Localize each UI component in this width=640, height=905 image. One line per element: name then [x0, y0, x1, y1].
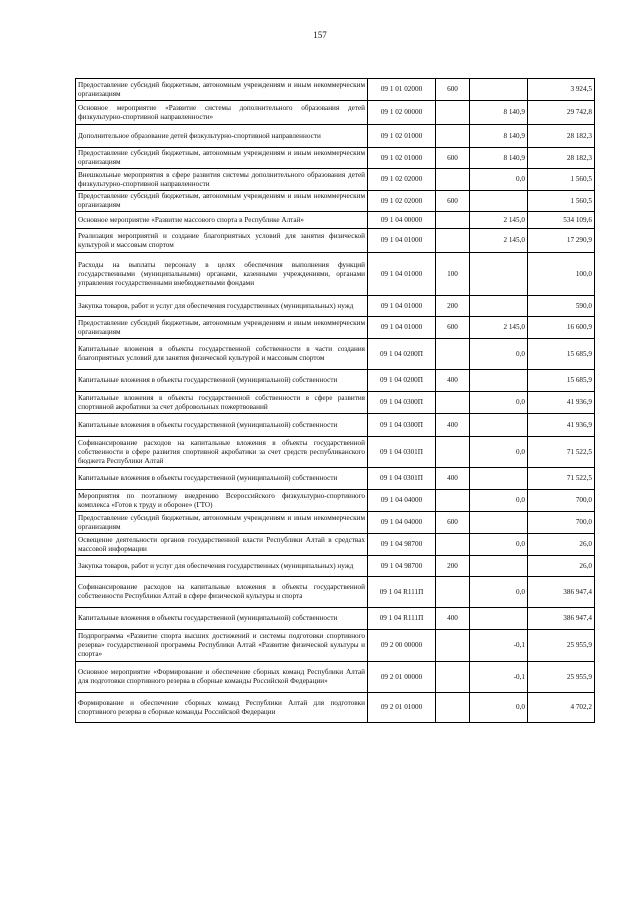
row-expense-type: [436, 630, 470, 662]
row-amount-total: 71 522,5: [528, 437, 595, 468]
table-row: [76, 101, 595, 125]
row-code: 09 1 04 00000: [368, 212, 436, 229]
row-expense-type: 400: [436, 468, 470, 490]
row-code: 09 2 00 00000: [368, 630, 436, 662]
row-amount-change: 8 140,9: [470, 101, 528, 125]
row-amount-change: -0,1: [470, 662, 528, 693]
row-amount-total: 386 947,4: [528, 608, 595, 630]
table-row: [76, 191, 595, 212]
row-amount-change: 8 140,9: [470, 148, 528, 169]
row-expense-type: [436, 125, 470, 148]
row-name: Основное мероприятие «Формирование и обеспечение сборных команд Республики Алтай для подготовки спортивного резерва в сборные команды Российской Федерации»: [76, 662, 368, 693]
row-expense-type: [436, 101, 470, 125]
row-code: 09 1 04 01000: [368, 296, 436, 317]
row-name: Реализация мероприятий и создание благоприятных условий для занятия физической культурой и массовым спортом: [76, 229, 368, 253]
row-code: 09 1 04 0300П: [368, 392, 436, 414]
row-code: 09 1 04 98700: [368, 534, 436, 556]
budget-table: [75, 78, 595, 723]
row-amount-change: [470, 296, 528, 317]
row-name: Предоставление субсидий бюджетным, автономным учреждениям и иным некоммерческим организациям: [76, 317, 368, 339]
row-name: Дополнительное образование детей физкультурно-спортивной направленности: [76, 125, 368, 148]
row-expense-type: [436, 212, 470, 229]
row-name: Мероприятия по поэтапному внедрению Всероссийского физкультурно-спортивного комплекса «Готов к труду и обороне» (ГТО): [76, 490, 368, 512]
row-amount-total: 100,0: [528, 253, 595, 296]
row-amount-change: [470, 79, 528, 101]
row-amount-change: 0,0: [470, 339, 528, 370]
row-code: 09 1 04 R111П: [368, 577, 436, 608]
row-expense-type: 100: [436, 253, 470, 296]
row-amount-change: [470, 556, 528, 577]
table-body: [76, 79, 595, 723]
row-amount-total: 71 522,5: [528, 468, 595, 490]
row-expense-type: [436, 534, 470, 556]
row-amount-change: [470, 608, 528, 630]
row-amount-total: 17 290,9: [528, 229, 595, 253]
row-amount-change: [470, 253, 528, 296]
table-row: [76, 79, 595, 101]
row-amount-total: 1 560,5: [528, 191, 595, 212]
row-expense-type: 400: [436, 608, 470, 630]
row-amount-change: 0,0: [470, 534, 528, 556]
row-amount-change: [470, 191, 528, 212]
row-name: Расходы на выплаты персоналу в целях обеспечения выполнения функций государственными (муниципальными) органами, казенными учреждениями, органами управления государственными внебюджетными фондами: [76, 253, 368, 296]
table-row: [76, 296, 595, 317]
row-amount-total: 700,0: [528, 512, 595, 534]
row-name: Капитальные вложения в объекты государственной собственности в части создания благоприятных условий для занятия физической культурой и массовым спортом: [76, 339, 368, 370]
row-code: 09 1 04 0301П: [368, 437, 436, 468]
table-row: [76, 392, 595, 414]
row-expense-type: [436, 437, 470, 468]
row-amount-change: [470, 370, 528, 392]
row-expense-type: [436, 693, 470, 723]
row-name: Внешкольные мероприятия в сфере развития системы дополнительного образования детей физкультурно-спортивной направленности: [76, 169, 368, 191]
row-amount-total: 15 685,9: [528, 339, 595, 370]
row-amount-total: 700,0: [528, 490, 595, 512]
row-code: 09 2 01 01000: [368, 693, 436, 723]
row-amount-total: 4 702,2: [528, 693, 595, 723]
row-name: Предоставление субсидий бюджетным, автономным учреждениям и иным некоммерческим организациям: [76, 79, 368, 101]
table-row: [76, 148, 595, 169]
row-code: 09 1 02 02000: [368, 169, 436, 191]
row-name: Основное мероприятие «Развитие массового спорта в Республике Алтай»: [76, 212, 368, 229]
row-code: 09 1 04 0300П: [368, 414, 436, 437]
row-code: 09 1 04 01000: [368, 229, 436, 253]
row-name: Софинансирование расходов на капитальные вложения в объекты государственной собственности в сфере развития спортивной акробатики за счет средств республиканского бюджета Республики Алтай: [76, 437, 368, 468]
row-expense-type: [436, 662, 470, 693]
row-amount-total: 386 947,4: [528, 577, 595, 608]
row-expense-type: 200: [436, 556, 470, 577]
row-name: Предоставление субсидий бюджетным, автономным учреждениям и иным некоммерческим организациям: [76, 512, 368, 534]
row-amount-total: 3 924,5: [528, 79, 595, 101]
table-row: [76, 512, 595, 534]
row-code: 09 1 04 R111П: [368, 608, 436, 630]
row-amount-change: -0,1: [470, 630, 528, 662]
row-name: Основное мероприятие «Развитие системы дополнительного образования детей физкультурно-спортивной направленности»: [76, 101, 368, 125]
row-expense-type: 600: [436, 148, 470, 169]
table-row: [76, 370, 595, 392]
row-amount-change: 2 145,0: [470, 212, 528, 229]
row-expense-type: 600: [436, 191, 470, 212]
row-name: Подпрограмма «Развитие спорта высших достижений и системы подготовки спортивного резерва» государственной программы Республики Алтай «Развитие физической культуры и спорта»: [76, 630, 368, 662]
row-expense-type: 600: [436, 317, 470, 339]
row-code: 09 2 01 00000: [368, 662, 436, 693]
row-amount-total: 25 955,9: [528, 630, 595, 662]
row-amount-total: 25 955,9: [528, 662, 595, 693]
row-name: Капитальные вложения в объекты государственной (муниципальной) собственности: [76, 370, 368, 392]
row-expense-type: 600: [436, 512, 470, 534]
row-expense-type: [436, 229, 470, 253]
row-name: Освещение деятельности органов государственной власти Республики Алтай в средствах массовой информации: [76, 534, 368, 556]
table-row: [76, 339, 595, 370]
row-code: 09 1 02 02000: [368, 191, 436, 212]
row-name: Предоставление субсидий бюджетным, автономным учреждениям и иным некоммерческим организациям: [76, 148, 368, 169]
table-row: [76, 556, 595, 577]
row-expense-type: [436, 169, 470, 191]
row-amount-change: 0,0: [470, 693, 528, 723]
row-name: Закупка товаров, работ и услуг для обеспечения государственных (муниципальных) нужд: [76, 296, 368, 317]
table-row: [76, 608, 595, 630]
row-expense-type: 400: [436, 414, 470, 437]
row-code: 09 1 04 01000: [368, 317, 436, 339]
table-row: [76, 253, 595, 296]
row-amount-total: 28 182,3: [528, 148, 595, 169]
row-amount-change: 0,0: [470, 169, 528, 191]
row-amount-total: 16 600,9: [528, 317, 595, 339]
page-number: 157: [313, 30, 327, 40]
row-expense-type: [436, 392, 470, 414]
row-amount-change: [470, 414, 528, 437]
table-row: [76, 534, 595, 556]
row-code: 09 1 02 01000: [368, 125, 436, 148]
row-code: 09 1 02 01000: [368, 148, 436, 169]
table-row: [76, 437, 595, 468]
row-amount-total: 590,0: [528, 296, 595, 317]
row-code: 09 1 04 0200П: [368, 339, 436, 370]
row-name: Капитальные вложения в объекты государственной (муниципальной) собственности: [76, 414, 368, 437]
table-row: [76, 490, 595, 512]
row-expense-type: 200: [436, 296, 470, 317]
row-code: 09 1 02 00000: [368, 101, 436, 125]
table-row: [76, 468, 595, 490]
table-row: [76, 169, 595, 191]
table-row: [76, 693, 595, 723]
row-code: 09 1 04 04000: [368, 490, 436, 512]
table-row: [76, 630, 595, 662]
table-row: [76, 317, 595, 339]
row-name: Капитальные вложения в объекты государственной (муниципальной) собственности: [76, 468, 368, 490]
row-expense-type: [436, 490, 470, 512]
row-expense-type: [436, 339, 470, 370]
row-amount-change: 0,0: [470, 490, 528, 512]
table-row: [76, 662, 595, 693]
row-code: 09 1 04 0200П: [368, 370, 436, 392]
row-amount-total: 534 109,6: [528, 212, 595, 229]
row-amount-change: 2 145,0: [470, 229, 528, 253]
row-name: Капитальные вложения в объекты государственной собственности в сфере развития спортивной акробатики за счет добровольных пожертвований: [76, 392, 368, 414]
row-code: 09 1 01 02000: [368, 79, 436, 101]
row-amount-total: 26,0: [528, 556, 595, 577]
row-name: Формирование и обеспечение сборных команд Республики Алтай для подготовки спортивного резерва в сборные команды Российской Федерации: [76, 693, 368, 723]
row-amount-change: 0,0: [470, 577, 528, 608]
row-amount-change: 8 140,9: [470, 125, 528, 148]
row-expense-type: [436, 577, 470, 608]
row-amount-change: 0,0: [470, 392, 528, 414]
row-name: Предоставление субсидий бюджетным, автономным учреждениям и иным некоммерческим организациям: [76, 191, 368, 212]
row-name: Капитальные вложения в объекты государственной (муниципальной) собственности: [76, 608, 368, 630]
row-expense-type: 600: [436, 79, 470, 101]
table-row: [76, 212, 595, 229]
row-amount-total: 41 936,9: [528, 392, 595, 414]
row-amount-total: 28 182,3: [528, 125, 595, 148]
table-row: [76, 125, 595, 148]
row-amount-total: 41 936,9: [528, 414, 595, 437]
row-code: 09 1 04 04000: [368, 512, 436, 534]
row-amount-change: 0,0: [470, 437, 528, 468]
row-name: Закупка товаров, работ и услуг для обеспечения государственных (муниципальных) нужд: [76, 556, 368, 577]
table-row: [76, 414, 595, 437]
row-code: 09 1 04 98700: [368, 556, 436, 577]
row-code: 09 1 04 01000: [368, 253, 436, 296]
row-amount-total: 26,0: [528, 534, 595, 556]
row-amount-change: [470, 512, 528, 534]
table-row: [76, 577, 595, 608]
row-amount-change: 2 145,0: [470, 317, 528, 339]
row-expense-type: 400: [436, 370, 470, 392]
row-amount-total: 29 742,8: [528, 101, 595, 125]
row-name: Софинансирование расходов на капитальные вложения в объекты государственной собственности Республики Алтай в сфере физической культуры и спорта: [76, 577, 368, 608]
table-row: [76, 229, 595, 253]
row-amount-total: 1 560,5: [528, 169, 595, 191]
row-amount-change: [470, 468, 528, 490]
row-code: 09 1 04 0301П: [368, 468, 436, 490]
row-amount-total: 15 685,9: [528, 370, 595, 392]
